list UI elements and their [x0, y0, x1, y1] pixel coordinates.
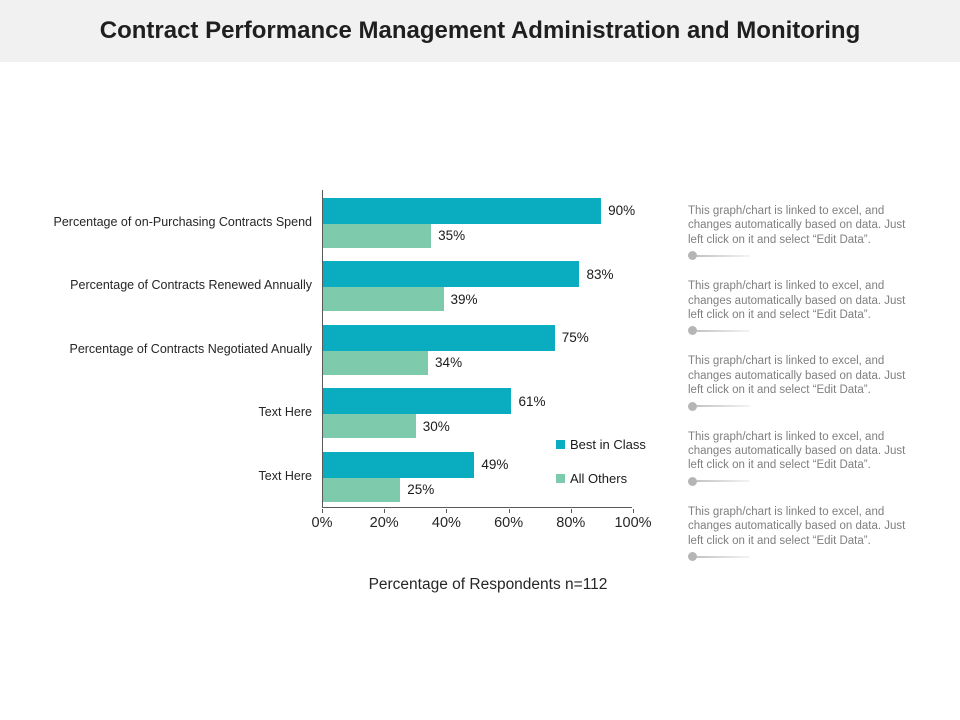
- bar-row: [323, 224, 632, 248]
- category-label: Percentage of Contracts Negotiated Anually: [69, 341, 312, 356]
- legend-swatch-icon: [556, 474, 565, 483]
- category-label: Percentage of Contracts Renewed Annually: [70, 278, 312, 293]
- note-block[interactable]: [688, 354, 920, 410]
- x-axis-tick-label: 0%: [311, 515, 333, 531]
- x-axis-tick: [571, 509, 572, 513]
- slide-title: Contract Performance Management Administration and Monitoring: [99, 17, 861, 44]
- note-text: This graph/chart is linked to excel, and changes automatically based on data. Just left click on it and select “Edit Data”.: [688, 355, 906, 397]
- note-text: This graph/chart is linked to excel, and changes automatically based on data. Just left click on it and select “Edit Data”.: [688, 205, 906, 246]
- bar-row: [323, 351, 632, 375]
- bar-data-label: 30%: [422, 418, 450, 434]
- x-axis-tick: [446, 509, 447, 513]
- x-axis-tick-marks: [322, 509, 633, 513]
- note-divider: [688, 251, 750, 260]
- bar-row: [323, 261, 632, 287]
- x-axis-tick: [384, 509, 385, 513]
- divider-line: [697, 405, 750, 407]
- note-text: This graph/chart is linked to excel, and changes automatically based on data. Just left click on it and select “Edit Data”.: [688, 505, 906, 547]
- bar-group: [323, 381, 632, 445]
- bar-group: [323, 190, 636, 254]
- slider-dot-icon: [688, 477, 697, 486]
- legend-item[interactable]: [556, 470, 646, 486]
- bar-data-label: 49%: [481, 457, 509, 473]
- bar-data-label: 90%: [608, 203, 636, 218]
- x-axis-tick: [633, 509, 634, 513]
- slider-dot-icon: [688, 326, 697, 335]
- notes-column: [688, 204, 920, 580]
- bar-row: [323, 414, 632, 438]
- slider-dot-icon: [688, 552, 697, 561]
- category-axis-labels: [14, 190, 312, 508]
- category-label: Text Here: [258, 468, 312, 483]
- legend-label: All Others: [570, 470, 628, 486]
- x-axis-tick-label: 40%: [431, 515, 461, 531]
- category-label: Text Here: [258, 405, 312, 420]
- bar-best-in-class[interactable]: [323, 261, 579, 287]
- bar-data-label: 39%: [450, 291, 478, 307]
- bar-data-label: 83%: [586, 266, 614, 282]
- chart-legend[interactable]: [556, 436, 646, 504]
- bar-data-label: 35%: [438, 228, 466, 243]
- bar-row: [323, 287, 632, 311]
- x-axis-tick: [322, 509, 323, 513]
- bar-best-in-class[interactable]: [323, 325, 555, 351]
- x-axis-title: Percentage of Respondents n=112: [368, 576, 608, 593]
- bar-best-in-class[interactable]: [323, 452, 474, 478]
- divider-line: [697, 330, 750, 332]
- note-block[interactable]: [688, 204, 920, 260]
- bar-data-label: 34%: [435, 355, 463, 371]
- x-axis-tick-label: 100%: [614, 515, 652, 531]
- x-axis-tick-label: 60%: [494, 515, 524, 531]
- x-axis-tick-label: 80%: [556, 515, 586, 531]
- slider-dot-icon: [688, 251, 697, 260]
- bar-group: [323, 317, 632, 381]
- note-divider: [688, 402, 750, 411]
- x-axis-tick-labels: [311, 515, 652, 535]
- note-block[interactable]: [688, 505, 920, 561]
- note-block[interactable]: [688, 279, 920, 335]
- note-text: This graph/chart is linked to excel, and changes automatically based on data. Just left click on it and select “Edit Data”.: [688, 430, 906, 472]
- category-label: Percentage of on-Purchasing Contracts Spend: [53, 214, 312, 229]
- bar-all-others[interactable]: [323, 287, 444, 311]
- divider-line: [697, 556, 750, 558]
- bar-data-label: 75%: [561, 330, 589, 346]
- x-axis-tick-label: 20%: [369, 515, 399, 531]
- bar-data-label: 25%: [407, 482, 435, 498]
- divider-line: [697, 480, 750, 482]
- legend-item[interactable]: [556, 436, 646, 452]
- slide-header: [0, 0, 960, 62]
- note-divider: [688, 326, 750, 335]
- x-axis-tick: [509, 509, 510, 513]
- bar-row: [323, 325, 632, 351]
- divider-line: [697, 255, 750, 257]
- note-divider: [688, 552, 750, 561]
- note-block[interactable]: [688, 430, 920, 486]
- bar-best-in-class[interactable]: [323, 198, 601, 224]
- bar-row: [323, 388, 632, 414]
- legend-swatch-icon: [556, 440, 565, 449]
- slider-dot-icon: [688, 402, 697, 411]
- bar-row: [323, 198, 636, 224]
- bar-data-label: 61%: [518, 393, 546, 409]
- bar-all-others[interactable]: [323, 351, 428, 375]
- note-text: This graph/chart is linked to excel, and changes automatically based on data. Just left click on it and select “Edit Data”.: [688, 280, 906, 322]
- bar-all-others[interactable]: [323, 414, 416, 438]
- bar-group: [323, 254, 632, 318]
- bar-all-others[interactable]: [323, 224, 431, 248]
- legend-label: Best in Class: [570, 436, 646, 452]
- bar-best-in-class[interactable]: [323, 388, 511, 414]
- note-divider: [688, 477, 750, 486]
- bar-all-others[interactable]: [323, 478, 400, 502]
